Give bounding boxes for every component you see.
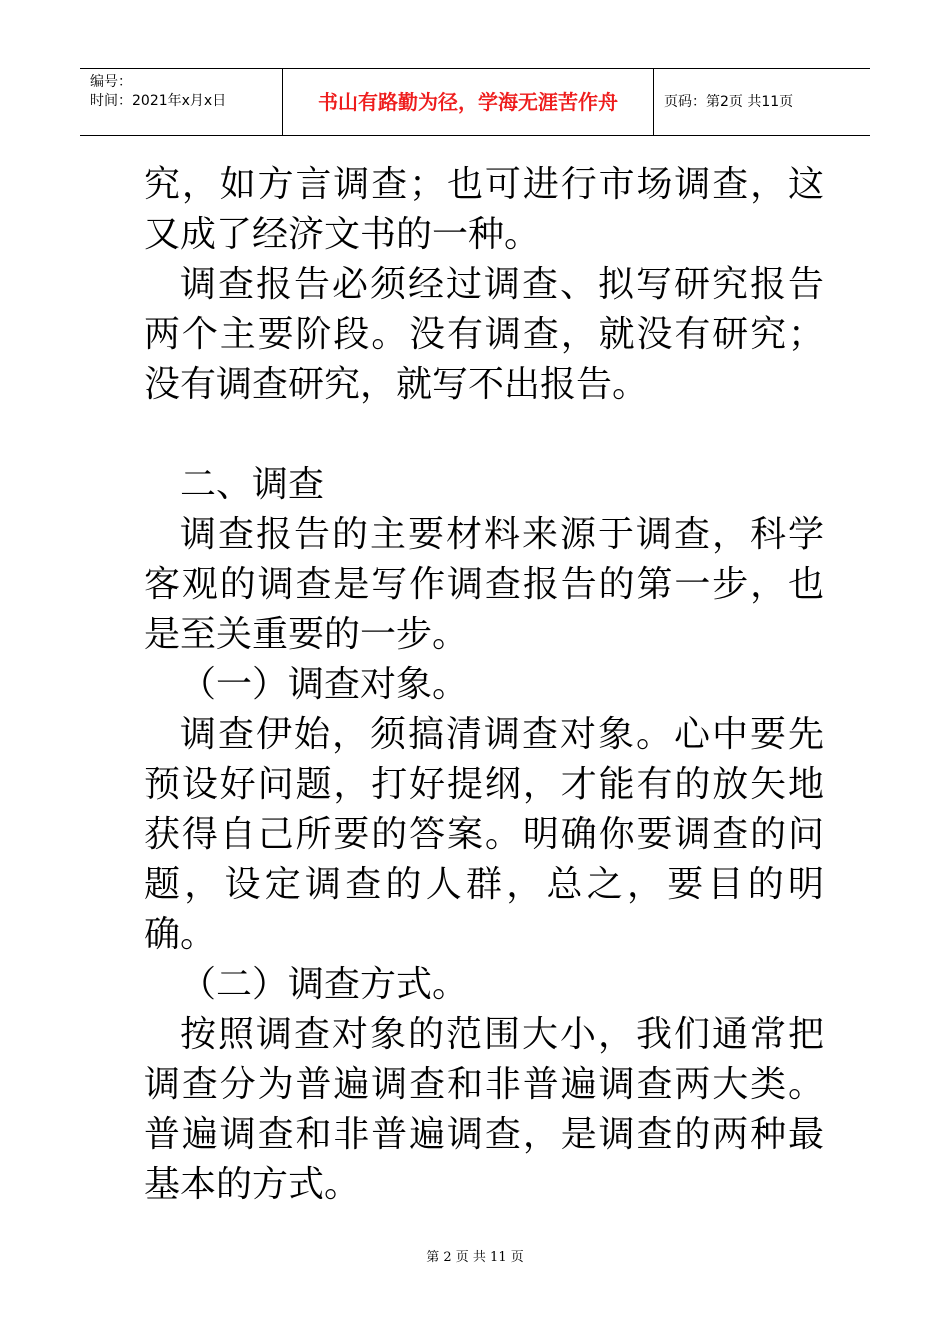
section-heading: 二、调查 (180, 464, 325, 505)
doc-date: 时间：2021年x月x日 (90, 93, 227, 109)
body-paragraph: 按照调查对象的范围大小，我们通常把调查分为普遍调查和非普遍调查两大类。普遍调查和非普遍调查，是调查的两种最基本的方式。 (144, 1014, 824, 1205)
body-paragraph: 调查伊始，须搞清调查对象。心中要先预设好问题，打好提纲，才能有的放矢地获得自己所要的答案。明确你要调查的问题，设定调查的人群，总之，要目的明确。 (144, 714, 824, 955)
header-meta (80, 69, 282, 135)
page-header (80, 68, 870, 136)
subsection-heading: （二）调查方式。 (180, 964, 469, 1005)
document-body (144, 160, 824, 1210)
body-paragraph: 究，如方言调查；也可进行市场调查，这又成了经济文书的一种。 (144, 164, 824, 255)
header-page-info: 页码：第2页 共11页 (664, 94, 794, 110)
paragraph-spacer (144, 410, 824, 460)
header-motto: 书山有路勤为径，学海无涯苦作舟 (282, 69, 654, 135)
doc-number-label: 编号： (90, 74, 132, 90)
body-paragraph: 调查报告的主要材料来源于调查，科学客观的调查是写作调查报告的第一步，也是至关重要的一步。 (144, 514, 824, 655)
subsection-heading: （一）调查对象。 (180, 664, 469, 705)
body-paragraph: 调查报告必须经过调查、拟写研究报告两个主要阶段。没有调查，就没有研究；没有调查研究，就写不出报告。 (144, 264, 824, 405)
page-footer: 第 2 页 共 11 页 (426, 1250, 524, 1265)
